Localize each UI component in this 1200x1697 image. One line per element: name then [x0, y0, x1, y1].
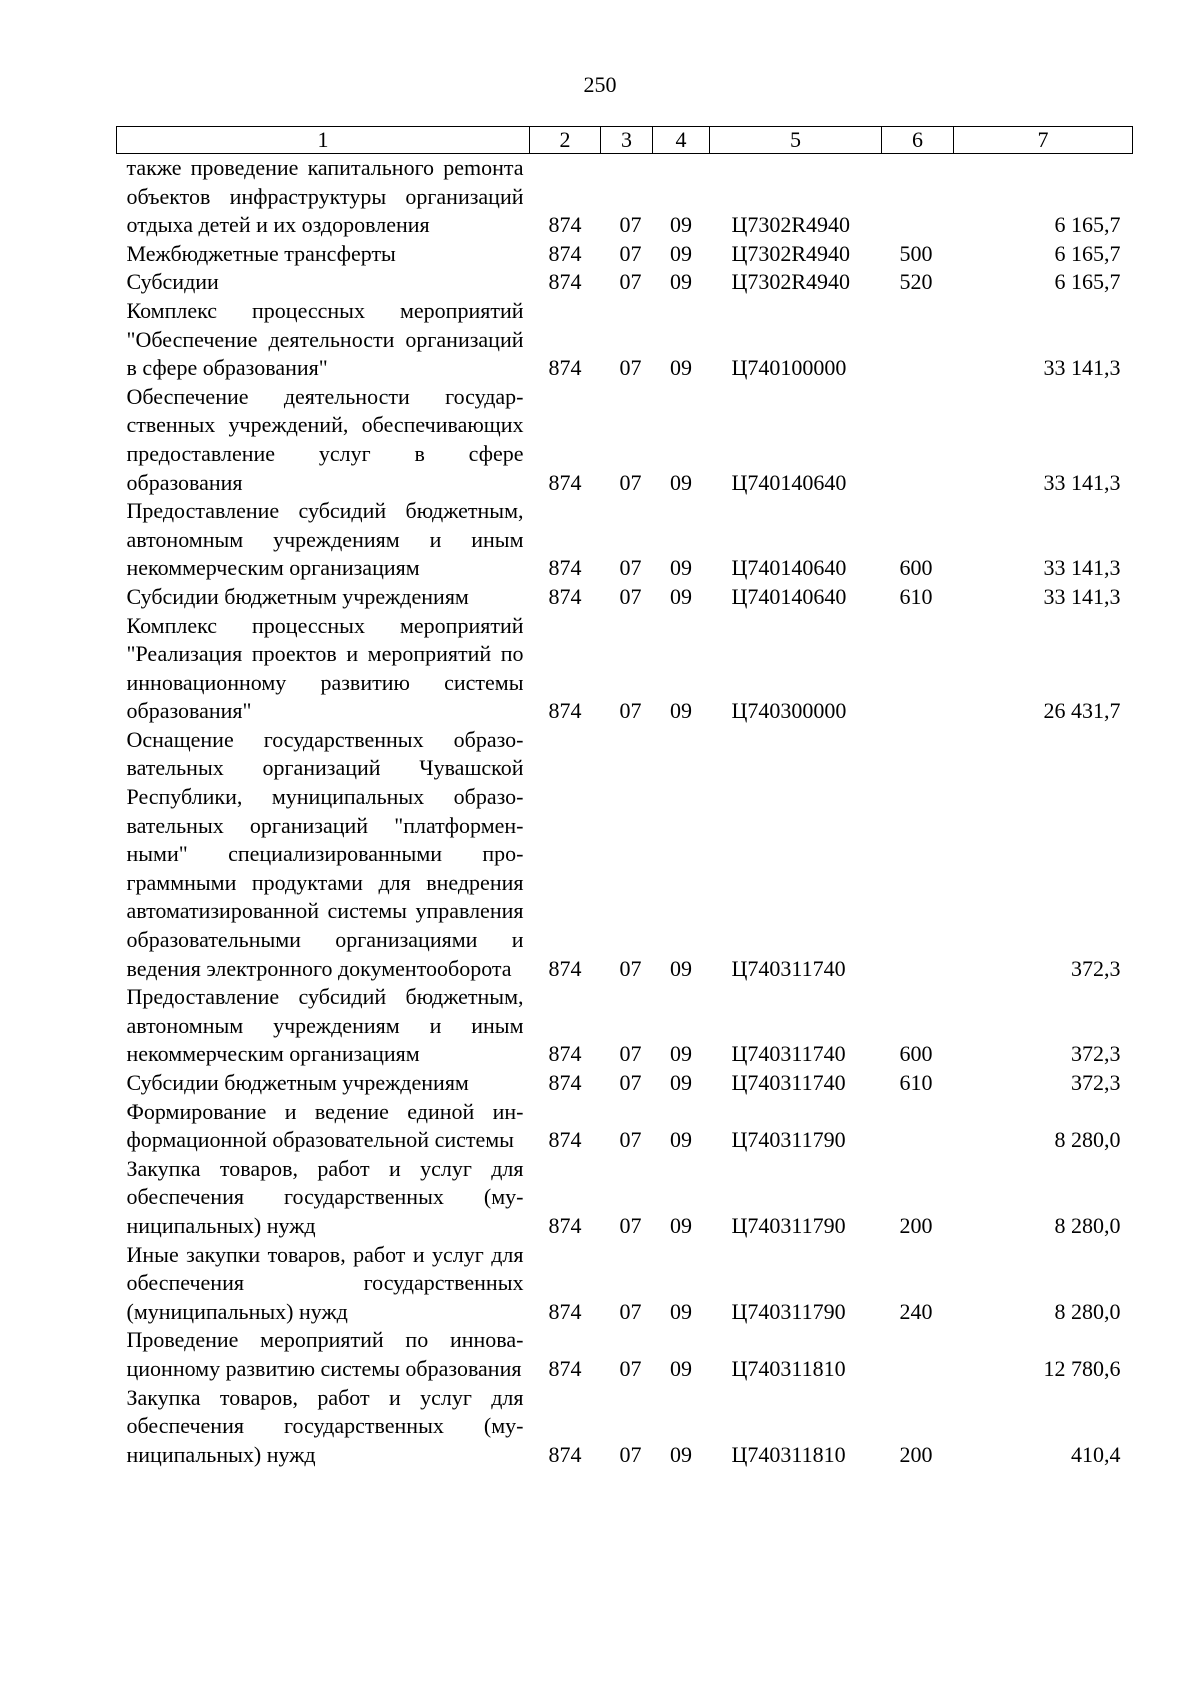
row-target-article-code: Ц740311740 [731, 955, 846, 981]
table-row [117, 383, 1133, 497]
row-target-article-code: Ц740140640 [731, 555, 847, 581]
row-grbs-code: 874 [548, 240, 582, 266]
row-expense-type-code [882, 726, 954, 983]
row-grbs-code: 874 [548, 1298, 582, 1324]
row-section-code: 07 [619, 469, 642, 495]
row-amount: 6 165,7 [1054, 212, 1121, 238]
row-description: Оснащение государственных образовательных организаций Чувашской Республики, муниципальных образовательных организаций "платформенными" специализированными программными продуктами для внедрения автоматизированной системы управления образовательными организациями и ведения электронного документооборота [126, 726, 524, 981]
row-subsection-code: 09 [670, 1298, 692, 1324]
table-row [117, 583, 1133, 612]
row-section-code: 07 [619, 1212, 642, 1238]
row-grbs-code: 874 [548, 469, 582, 495]
row-grbs-code: 874 [548, 212, 582, 238]
row-description: Комплекс процессных мероприятий "Обеспечение деятельности организаций в сфере образования" [126, 297, 524, 381]
table-row [117, 1155, 1133, 1241]
page-number: 250 [583, 72, 617, 97]
row-target-article-code: Ц740311810 [731, 1355, 846, 1381]
row-description: Субсидии бюджетным учреждениям [126, 1070, 469, 1095]
row-target-article-code: Ц740311810 [731, 1441, 846, 1467]
row-amount: 410,4 [1071, 1441, 1121, 1467]
row-description: Иные закупки товаров, работ и услуг для обеспечения государственных (муниципальных) нужд [126, 1241, 524, 1324]
row-expense-type-code: 610 [899, 1070, 933, 1095]
row-grbs-code: 874 [548, 1441, 582, 1467]
row-description: Обеспечение деятельности государственных учреждений, обеспечивающих предоставление услуг в сфере образования [126, 383, 524, 495]
row-target-article-code: Ц740140640 [731, 469, 847, 495]
row-subsection-code: 09 [670, 1212, 692, 1238]
row-section-code: 07 [619, 212, 642, 238]
header-cell-7: 7 [954, 127, 1133, 154]
row-grbs-code: 874 [548, 1041, 582, 1067]
row-subsection-code: 09 [670, 469, 692, 495]
row-expense-type-code: 610 [899, 583, 933, 609]
row-description: Комплекс процессных мероприятий "Реализация проектов и мероприятий по инновационному развитию системы образования" [126, 612, 524, 724]
row-target-article-code: Ц7302R4940 [731, 240, 851, 266]
header-cell-3: 3 [601, 127, 653, 154]
table-row [117, 1098, 1133, 1155]
table-row [117, 297, 1133, 383]
row-expense-type-code: 520 [899, 269, 933, 295]
row-amount: 12 780,6 [1043, 1355, 1121, 1381]
row-description: Формирование и ведение единой информационной образовательной системы [126, 1098, 524, 1153]
table-row [117, 983, 1133, 1069]
row-subsection-code: 09 [670, 555, 692, 581]
row-section-code: 07 [619, 1070, 642, 1095]
row-description: Проведение мероприятий по инновационному развитию системы образования [126, 1327, 524, 1381]
row-subsection-code: 09 [670, 212, 692, 238]
row-target-article-code: Ц740100000 [731, 355, 847, 381]
row-grbs-code: 874 [548, 583, 582, 609]
row-amount: 372,3 [1071, 1070, 1121, 1095]
row-section-code: 07 [619, 1041, 642, 1067]
row-section-code: 07 [619, 240, 642, 266]
budget-table [116, 126, 1133, 1469]
row-description: Предоставление субсидий бюджетным, автономным учреждениям и иным некоммерческим организациям [126, 984, 524, 1067]
row-description: Межбюджетные трансферты [126, 240, 396, 266]
row-grbs-code: 874 [548, 355, 582, 381]
row-subsection-code: 09 [670, 698, 692, 724]
row-expense-type-code: 200 [899, 1212, 933, 1238]
row-section-code: 07 [619, 583, 642, 609]
table-row [117, 1384, 1133, 1470]
row-section-code: 07 [619, 1441, 642, 1467]
row-subsection-code: 09 [670, 355, 692, 381]
table-row [117, 1069, 1133, 1098]
row-description: Закупка товаров, работ и услуг для обеспечения государственных (муниципальных) нужд [126, 1384, 524, 1467]
row-amount: 33 141,3 [1043, 355, 1121, 381]
table-row [117, 268, 1133, 297]
row-amount: 8 280,0 [1054, 1298, 1121, 1324]
row-expense-type-code [882, 297, 954, 383]
row-grbs-code: 874 [548, 1070, 582, 1095]
table-row [117, 240, 1133, 269]
row-description: Предоставление субсидий бюджетным, автономным учреждениям и иным некоммерческим организациям [126, 498, 524, 581]
row-subsection-code: 09 [670, 583, 692, 609]
row-section-code: 07 [619, 269, 642, 295]
row-amount: 8 280,0 [1054, 1212, 1121, 1238]
row-subsection-code: 09 [670, 1127, 692, 1153]
row-section-code: 07 [619, 1355, 642, 1381]
row-expense-type-code: 600 [899, 555, 933, 581]
row-section-code: 07 [619, 1127, 642, 1153]
row-amount: 33 141,3 [1043, 583, 1121, 609]
row-expense-type-code [882, 1326, 954, 1383]
row-description: Субсидии бюджетным учреждениям [126, 583, 469, 609]
row-description: Закупка товаров, работ и услуг для обеспечения государственных (муниципальных) нужд [126, 1155, 524, 1238]
table-row [117, 497, 1133, 583]
row-subsection-code: 09 [670, 1441, 692, 1467]
row-target-article-code: Ц740311790 [731, 1298, 846, 1324]
header-cell-6: 6 [882, 127, 954, 154]
row-section-code: 07 [619, 955, 642, 981]
table-header [117, 127, 1133, 154]
row-description: Субсидии [126, 269, 219, 295]
table-row [117, 154, 1133, 240]
row-expense-type-code [882, 383, 954, 497]
row-target-article-code: Ц7302R4940 [731, 269, 851, 295]
table-row [117, 1241, 1133, 1327]
table-body [117, 154, 1133, 1470]
row-section-code: 07 [619, 698, 642, 724]
row-subsection-code: 09 [670, 1041, 692, 1067]
row-amount: 33 141,3 [1043, 469, 1121, 495]
row-section-code: 07 [619, 1298, 642, 1324]
row-grbs-code: 874 [548, 1212, 582, 1238]
row-target-article-code: Ц740140640 [731, 583, 847, 609]
row-amount: 372,3 [1071, 1041, 1121, 1067]
row-subsection-code: 09 [670, 1355, 692, 1381]
row-amount: 6 165,7 [1054, 269, 1121, 295]
row-amount: 8 280,0 [1054, 1127, 1121, 1153]
header-cell-4: 4 [653, 127, 710, 154]
row-amount: 26 431,7 [1043, 698, 1121, 724]
row-grbs-code: 874 [548, 555, 582, 581]
row-expense-type-code [882, 154, 954, 240]
row-grbs-code: 874 [548, 955, 582, 981]
row-target-article-code: Ц740311790 [731, 1212, 846, 1238]
row-subsection-code: 09 [670, 955, 692, 981]
table-row [117, 612, 1133, 726]
row-grbs-code: 874 [548, 1355, 582, 1381]
row-amount: 372,3 [1071, 955, 1121, 981]
row-subsection-code: 09 [670, 269, 692, 295]
row-grbs-code: 874 [548, 269, 582, 295]
row-description: также проведение капитального реmонта объектов инфраструктуры организаций отдыха детей и их оздоровления [126, 155, 524, 238]
row-expense-type-code: 500 [899, 240, 933, 266]
row-section-code: 07 [619, 555, 642, 581]
row-subsection-code: 09 [670, 240, 692, 266]
row-target-article-code: Ц740311790 [731, 1127, 846, 1153]
row-expense-type-code [882, 1098, 954, 1155]
row-expense-type-code: 200 [899, 1441, 933, 1467]
row-expense-type-code [882, 612, 954, 726]
table-row [117, 726, 1133, 983]
table-row [117, 1326, 1133, 1383]
header-row [117, 127, 1133, 154]
header-cell-5: 5 [710, 127, 882, 154]
row-target-article-code: Ц740311740 [731, 1041, 846, 1067]
row-grbs-code: 874 [548, 1127, 582, 1153]
row-grbs-code: 874 [548, 698, 582, 724]
row-amount: 33 141,3 [1043, 555, 1121, 581]
header-cell-2: 2 [530, 127, 601, 154]
row-expense-type-code: 600 [899, 1041, 933, 1067]
row-section-code: 07 [619, 355, 642, 381]
header-cell-1: 1 [117, 127, 530, 154]
row-amount: 6 165,7 [1054, 240, 1121, 266]
row-target-article-code: Ц7302R4940 [731, 212, 851, 238]
row-target-article-code: Ц740311740 [731, 1070, 846, 1095]
row-expense-type-code: 240 [899, 1298, 933, 1324]
row-target-article-code: Ц740300000 [731, 698, 847, 724]
row-subsection-code: 09 [670, 1070, 692, 1095]
